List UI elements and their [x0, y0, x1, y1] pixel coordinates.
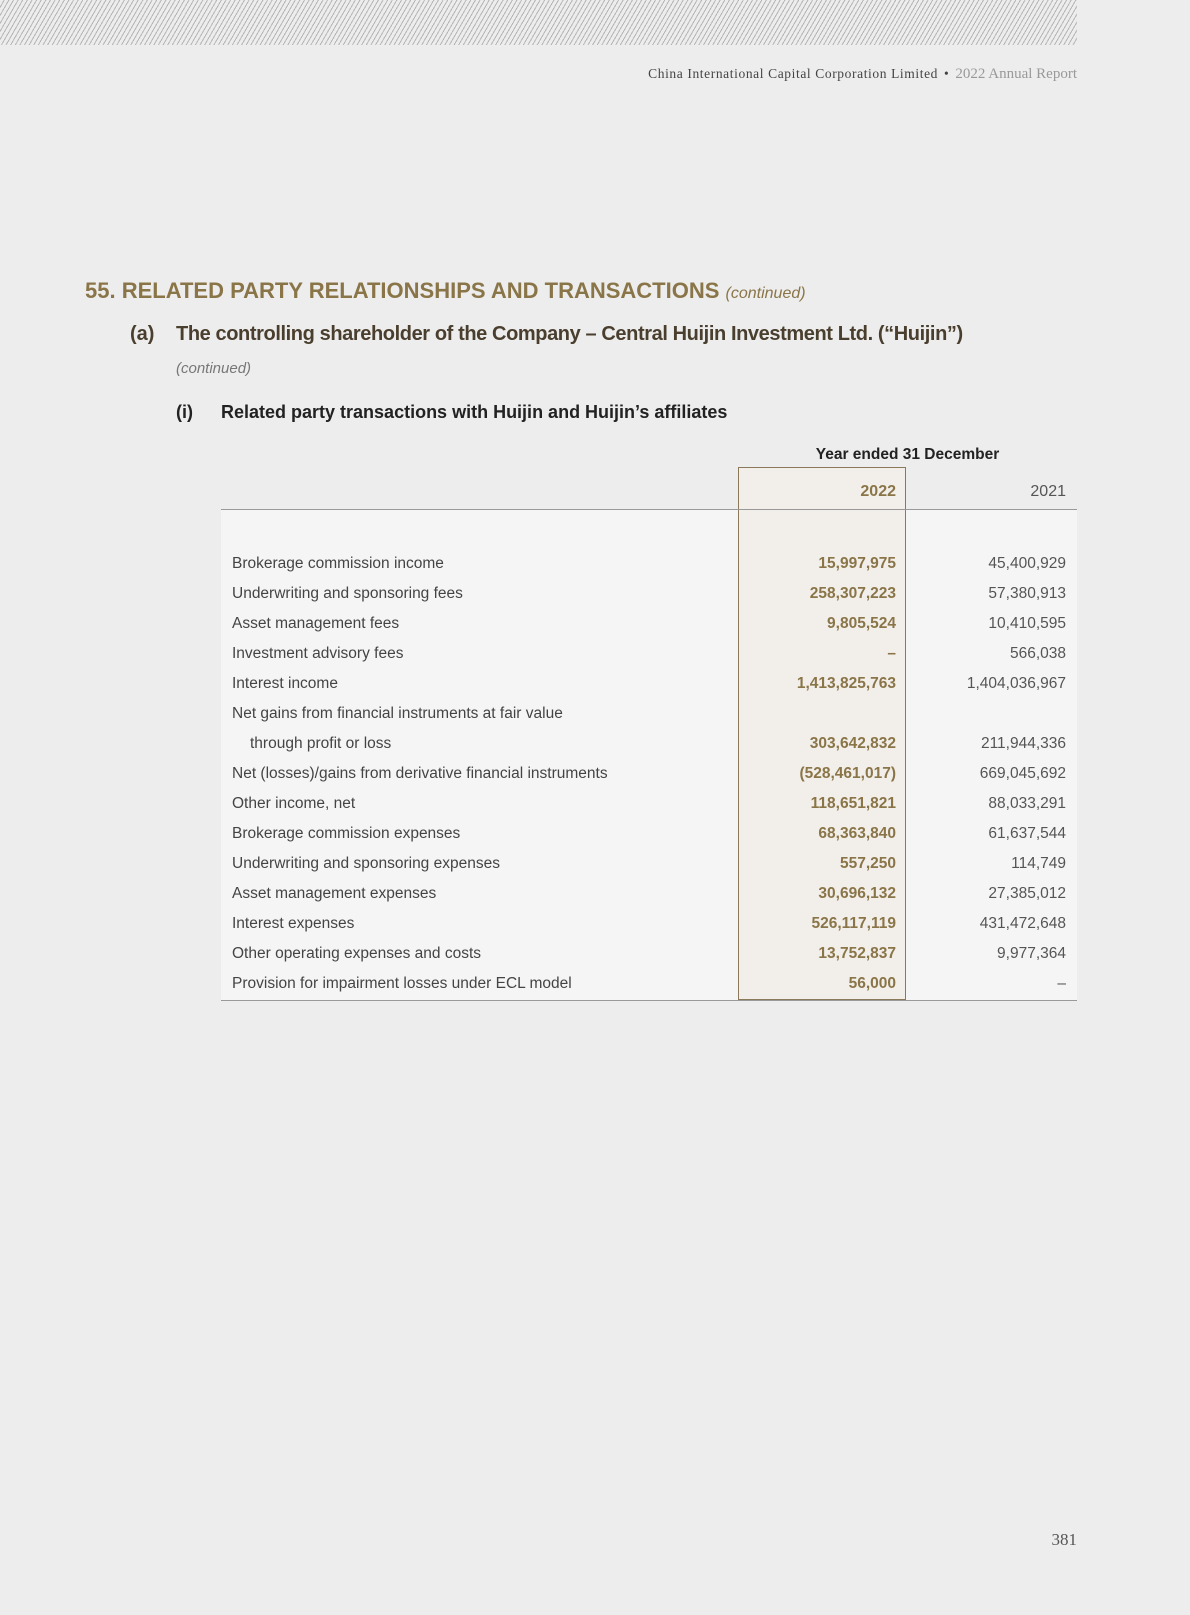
value-2022: 1,413,825,763 — [796, 675, 896, 692]
section-title: RELATED PARTY RELATIONSHIPS AND TRANSACTIONS — [121, 278, 720, 303]
row-label: Other income, net — [232, 795, 356, 812]
value-2021: 57,380,913 — [988, 585, 1066, 602]
subsubsection-heading — [176, 402, 727, 423]
value-2021: 27,385,012 — [988, 885, 1066, 902]
table-row — [221, 579, 1077, 609]
column-header-2022: 2022 — [860, 483, 896, 500]
row-label: Underwriting and sponsoring fees — [232, 585, 463, 602]
row-label: Asset management fees — [232, 615, 400, 632]
table-row — [221, 729, 1077, 759]
value-2021: 211,944,336 — [980, 735, 1066, 752]
table-row — [221, 759, 1077, 789]
subsection-continued: (continued) — [176, 360, 252, 377]
table-row — [221, 609, 1077, 639]
section-number: 55. — [85, 278, 116, 303]
row-label: Interest expenses — [232, 915, 355, 932]
table-row — [221, 879, 1077, 909]
report-title: 2022 Annual Report — [955, 66, 1077, 82]
table-row — [221, 819, 1077, 849]
section-continued: (continued) — [725, 285, 806, 302]
period-header: Year ended 31 December — [815, 446, 1000, 463]
bottom-rule — [221, 1000, 1077, 1001]
value-2021: – — [1057, 975, 1066, 992]
value-2022: 303,642,832 — [809, 735, 896, 752]
value-2022: 526,117,119 — [811, 915, 896, 932]
column-header-2021: 2021 — [1030, 483, 1066, 500]
row-label: Other operating expenses and costs — [232, 945, 482, 962]
value-2022: 56,000 — [848, 975, 896, 992]
value-2022: 15,997,975 — [818, 555, 896, 572]
value-2021: 9,977,364 — [997, 945, 1066, 962]
row-label: Brokerage commission expenses — [232, 825, 461, 842]
row-label: Brokerage commission income — [232, 555, 444, 572]
table-row — [221, 909, 1077, 939]
table-row — [221, 669, 1077, 699]
value-2021: 566,038 — [1009, 645, 1066, 662]
value-2022: 30,696,132 — [818, 885, 896, 902]
subsection-label: (a) — [130, 323, 155, 345]
table-row — [221, 699, 1077, 729]
row-label: Interest income — [232, 675, 338, 692]
section-heading — [85, 278, 806, 304]
value-2021: 114,749 — [1011, 855, 1066, 872]
table-row — [221, 639, 1077, 669]
company-name: China International Capital Corporation Limited — [648, 66, 939, 81]
value-2021: 431,472,648 — [979, 915, 1066, 932]
value-2022: – — [887, 645, 896, 662]
page-number: 381 — [1051, 1530, 1077, 1549]
header-rule — [221, 509, 1077, 510]
value-2021: 1,404,036,967 — [966, 675, 1066, 692]
value-2022: (528,461,017) — [799, 765, 896, 782]
table-row — [221, 969, 1077, 999]
subsection-heading — [130, 323, 963, 346]
value-2022: 118,651,821 — [810, 795, 896, 812]
value-2022: 9,805,524 — [827, 615, 896, 632]
decorative-hatch-band — [0, 0, 1077, 45]
value-2021: 10,410,595 — [988, 615, 1066, 632]
value-2022: 258,307,223 — [809, 585, 896, 602]
row-label: Provision for impairment losses under ECL model — [232, 975, 572, 992]
row-label: Asset management expenses — [232, 885, 437, 902]
row-label: Net (losses)/gains from derivative financial instruments — [232, 765, 608, 782]
table-row — [221, 789, 1077, 819]
running-header — [648, 66, 1077, 83]
table-row — [221, 849, 1077, 879]
table-row — [221, 939, 1077, 969]
subsubsection-label: (i) — [176, 402, 193, 422]
bullet-separator: • — [944, 66, 950, 81]
value-2021: 669,045,692 — [979, 765, 1066, 782]
row-label: Investment advisory fees — [232, 645, 404, 662]
row-label: Underwriting and sponsoring expenses — [232, 855, 500, 872]
table-row — [221, 549, 1077, 579]
subsubsection-title: Related party transactions with Huijin and Huijin’s affiliates — [221, 402, 728, 422]
row-label: through profit or loss — [250, 735, 392, 752]
subsection-title: The controlling shareholder of the Company – Central Huijin Investment Ltd. (“Huijin”) — [176, 323, 963, 345]
value-2022: 13,752,837 — [818, 945, 896, 962]
value-2022: 557,250 — [839, 855, 896, 872]
value-2021: 45,400,929 — [988, 555, 1066, 572]
row-label: Net gains from financial instruments at fair value — [232, 705, 563, 722]
value-2021: 61,637,544 — [988, 825, 1066, 842]
value-2021: 88,033,291 — [988, 795, 1066, 812]
value-2022: 68,363,840 — [818, 825, 896, 842]
